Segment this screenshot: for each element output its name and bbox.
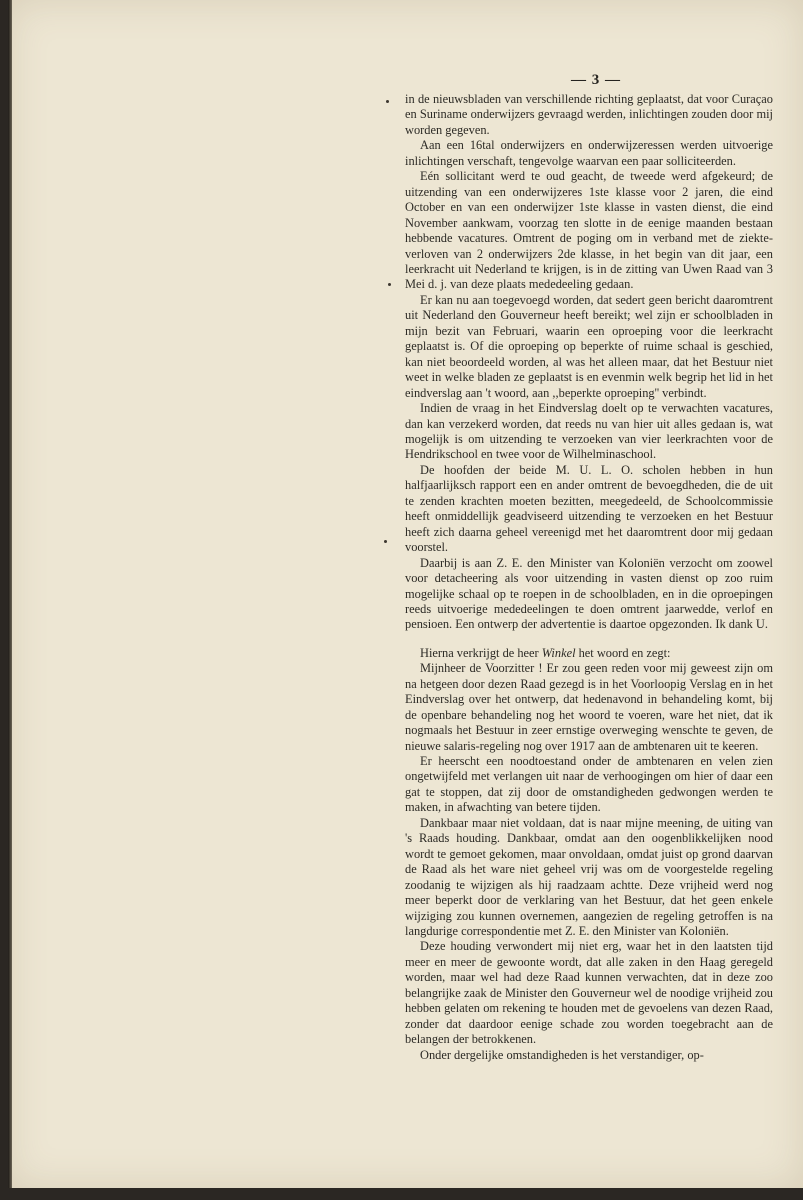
paper-sheet bbox=[8, 0, 803, 1188]
speck-mark bbox=[386, 100, 389, 103]
speaker-introduction bbox=[405, 646, 773, 661]
body-text bbox=[405, 92, 773, 1063]
paragraph: Indien de vraag in het Eindverslag doelt op te verwachten vacatures, dan kan verzekerd worden, dat reeds nu van hier uit alles gedaan is, wat mogelijk is om uitzending te verzoeken van vier leerkrachten voor de Hendrikschool en twee voor de Wilhelminaschool. bbox=[405, 401, 773, 462]
speaker-intro-tail: het woord en zegt: bbox=[575, 645, 671, 660]
speck-mark bbox=[388, 283, 391, 286]
paragraph: Deze houding verwondert mij niet erg, waar het in den laatsten tijd meer en meer de gewoonte wordt, dat alle zaken in den Haag geregeld worden, maar wel had deze Raad kunnen verwachten, dat in deze zoo belangrijke zaak de Minister den Gouverneur wel de noodige vrijheid zou hebben gelaten om rekening te houden met de gevoelens van dezen Raad, zonder dat daardoor eenige schade zou worden toegebracht aan de belangen der betrokkenen. bbox=[405, 939, 773, 1047]
speaker-intro-text: Hierna verkrijgt de heer bbox=[420, 645, 542, 660]
paragraph: Onder dergelijke omstandigheden is het verstandiger, op- bbox=[420, 1047, 704, 1062]
paragraph: Er kan nu aan toegevoegd worden, dat sedert geen bericht daaromtrent uit Nederland den Gouverneur heeft bereikt; wel zijn er schoolbladen in mijn bezit van Februari, waarin een oproeping voor die leerkracht geplaatst is. Of die oproeping op beperkte of ruime schaal is geschied, kan niet beoordeeld worden, al was het alleen maar, dat het Bestuur niet weet in welke bladen ze geplaatst is en evenmin welk begrip het lid in het eindverslag aan 't woord, aan ,,beperkte oproeping'' verbindt. bbox=[405, 292, 773, 400]
paragraph: Er heerscht een noodtoestand onder de ambtenaren en velen zien ongetwijfeld met verlangen uit naar de verhoogingen om hier of daar een gat te stoppen, dat zij door de omstandigheden gedwongen werden te maken, in afwachting van betere tijden. bbox=[405, 754, 773, 815]
paragraph-continuation: in de nieuwsbladen van verschillende richting geplaatst, dat voor Curaçao en Suriname onderwijzers gevraagd werden, inlichtingen zouden door mij worden gegeven. bbox=[405, 92, 773, 137]
paragraph: Daarbij is aan Z. E. den Minister van Koloniën verzocht om zoowel voor detacheering als voor uitzending in vasten dienst op zoo ruim mogelijke schaal op te roepen in de schoolbladen, en in die oproepingen reeds uitvoerige mededeelingen te doen omtrent jaarwedde, verlof en pensioen. Een ontwerp der advertentie is daartoe opgezonden. Ik dank U. bbox=[405, 555, 773, 632]
speaker-name: Winkel bbox=[541, 645, 576, 660]
binding-edge bbox=[8, 0, 12, 1188]
page-number: — 3 — bbox=[571, 72, 621, 88]
paragraph: Eén sollicitant werd te oud geacht, de tweede werd afgekeurd; de uitzending van een onderwijzeres 1ste klasse voor 2 jaren, die eind October en van een onderwijzer 1ste klasse in vasten dienst, die eind November aankwam, voorzag ten slotte in de eenige maanden bestaan hebbende vacatures. Omtrent de poging om in verband met de ziekte-verloven van 2 onderwijzers 2de klasse, in het begin van dit jaar, een leerkracht uit Nederland te krijgen, is in de zitting van Uwen Raad van 3 Mei d. j. van deze plaats mededeeling gedaan. bbox=[405, 169, 773, 292]
paragraph: Aan een 16tal onderwijzers en onderwijzeressen werden uitvoerige inlichtingen verschaft, tengevolge waarvan een paar solliciteerden. bbox=[405, 138, 773, 168]
paragraph: Mijnheer de Voorzitter ! Er zou geen reden voor mij geweest zijn om na hetgeen door dezen Raad gezegd is in het Voorloopig Verslag en in het Eindverslag over het ontwerp, dat hedenavond in behandeling komt, bij de openbare behandeling nog het woord te voeren, ware het niet, dat ik nogmaals het Bestuur in zeer ernstige overweging wenschte te geven, de nieuwe salaris-regeling nog over 1917 aan de ambtenaren uit te keeren. bbox=[405, 661, 773, 753]
paragraph: De hoofden der beide M. U. L. O. scholen hebben in hun halfjaarlijksch rapport een en ander omtrent de bevoegdheden, die de uit te zenden krachten moeten bezitten, meegedeeld, de Schoolcommissie heeft onmiddellijk geadviseerd uitzending te verzoeken en het Bestuur heeft zich daarna geheel vereenigd met het daaromtrent door mij gedaan voorstel. bbox=[405, 462, 773, 555]
paragraph: Dankbaar maar niet voldaan, dat is naar mijne meening, de uiting van 's Raads houding. Dankbaar, omdat aan den oogenblikkelijken nood wordt te gemoet gekomen, maar onvoldaan, omdat juist op grond daarvan de Raad als het ware niet geheel vrij was om de voorgestelde regeling zoodanig te wijzigen als hij raadzaam achtte. Deze vrijheid werd nog meer beperkt door de verklaring van het Bestuur, dat het geen enkele wijziging zou kunnen overnemen, aangezien de regeling getroffen is na langdurige correspondentie met Z. E. den Minister van Koloniën. bbox=[405, 815, 773, 939]
speck-mark bbox=[384, 540, 387, 543]
